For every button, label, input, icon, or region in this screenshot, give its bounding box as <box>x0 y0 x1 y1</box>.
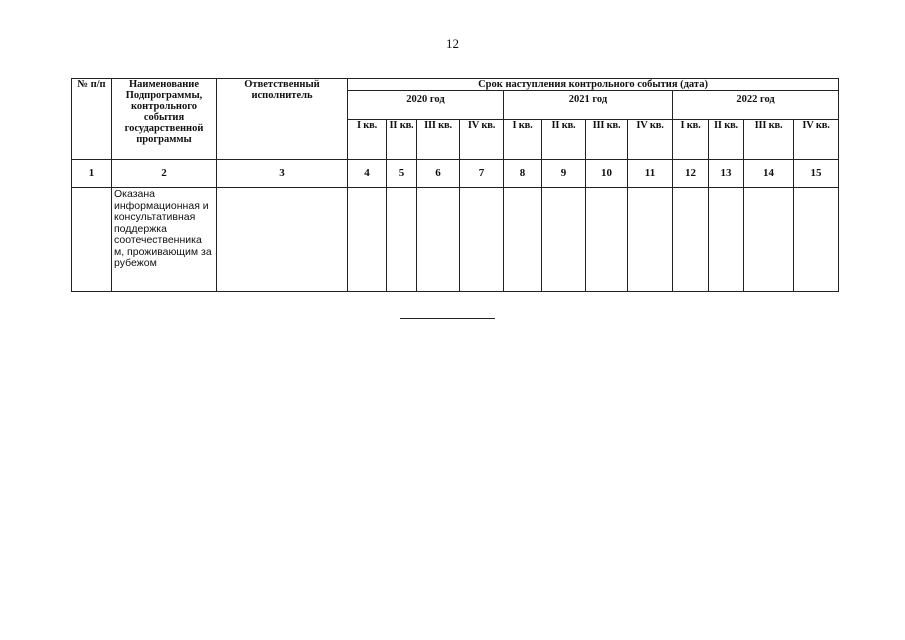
column-number: 15 <box>794 160 839 188</box>
control-events-table <box>71 78 839 292</box>
row-num <box>72 188 112 292</box>
header-deadline: Срок наступления контрольного события (дата) <box>348 79 839 91</box>
row-cell <box>709 188 744 292</box>
header-name: Наименование Подпрограммы, контрольного события государственной программы <box>112 79 217 160</box>
quarter-header: I кв. <box>673 120 709 160</box>
quarter-header: II кв. <box>709 120 744 160</box>
row-cell <box>417 188 460 292</box>
row-cell <box>387 188 417 292</box>
quarter-header: III кв. <box>586 120 628 160</box>
column-number: 11 <box>628 160 673 188</box>
year-2021: 2021 год <box>504 91 673 120</box>
column-number: 5 <box>387 160 417 188</box>
row-cell <box>460 188 504 292</box>
quarter-header: II кв. <box>542 120 586 160</box>
quarter-header: I кв. <box>504 120 542 160</box>
quarter-header: I кв. <box>348 120 387 160</box>
column-number: 4 <box>348 160 387 188</box>
page-number: 12 <box>446 36 459 51</box>
column-number: 3 <box>217 160 348 188</box>
quarter-header: III кв. <box>417 120 460 160</box>
row-cell <box>744 188 794 292</box>
row-cell <box>504 188 542 292</box>
row-cell <box>542 188 586 292</box>
row-cell <box>794 188 839 292</box>
column-number: 2 <box>112 160 217 188</box>
row-event-name: Оказана информационная и консультативная поддержка соотечественника м, проживающим за рубежом <box>112 188 217 292</box>
column-number: 8 <box>504 160 542 188</box>
quarter-header: IV кв. <box>628 120 673 160</box>
column-number: 12 <box>673 160 709 188</box>
column-number: 1 <box>72 160 112 188</box>
row-cell <box>348 188 387 292</box>
row-cell <box>673 188 709 292</box>
column-number: 10 <box>586 160 628 188</box>
table-row <box>72 188 839 292</box>
row-cell <box>628 188 673 292</box>
header-executor: Ответственный исполнитель <box>217 79 348 160</box>
column-number: 7 <box>460 160 504 188</box>
quarter-header: II кв. <box>387 120 417 160</box>
column-number: 13 <box>709 160 744 188</box>
column-number: 6 <box>417 160 460 188</box>
quarter-header: IV кв. <box>460 120 504 160</box>
year-2020: 2020 год <box>348 91 504 120</box>
column-number: 9 <box>542 160 586 188</box>
quarter-header: IV кв. <box>794 120 839 160</box>
closing-line <box>400 318 495 319</box>
row-executor <box>217 188 348 292</box>
column-number: 14 <box>744 160 794 188</box>
row-cell <box>586 188 628 292</box>
quarter-header: III кв. <box>744 120 794 160</box>
year-2022: 2022 год <box>673 91 839 120</box>
header-num: № п/п <box>72 79 112 160</box>
